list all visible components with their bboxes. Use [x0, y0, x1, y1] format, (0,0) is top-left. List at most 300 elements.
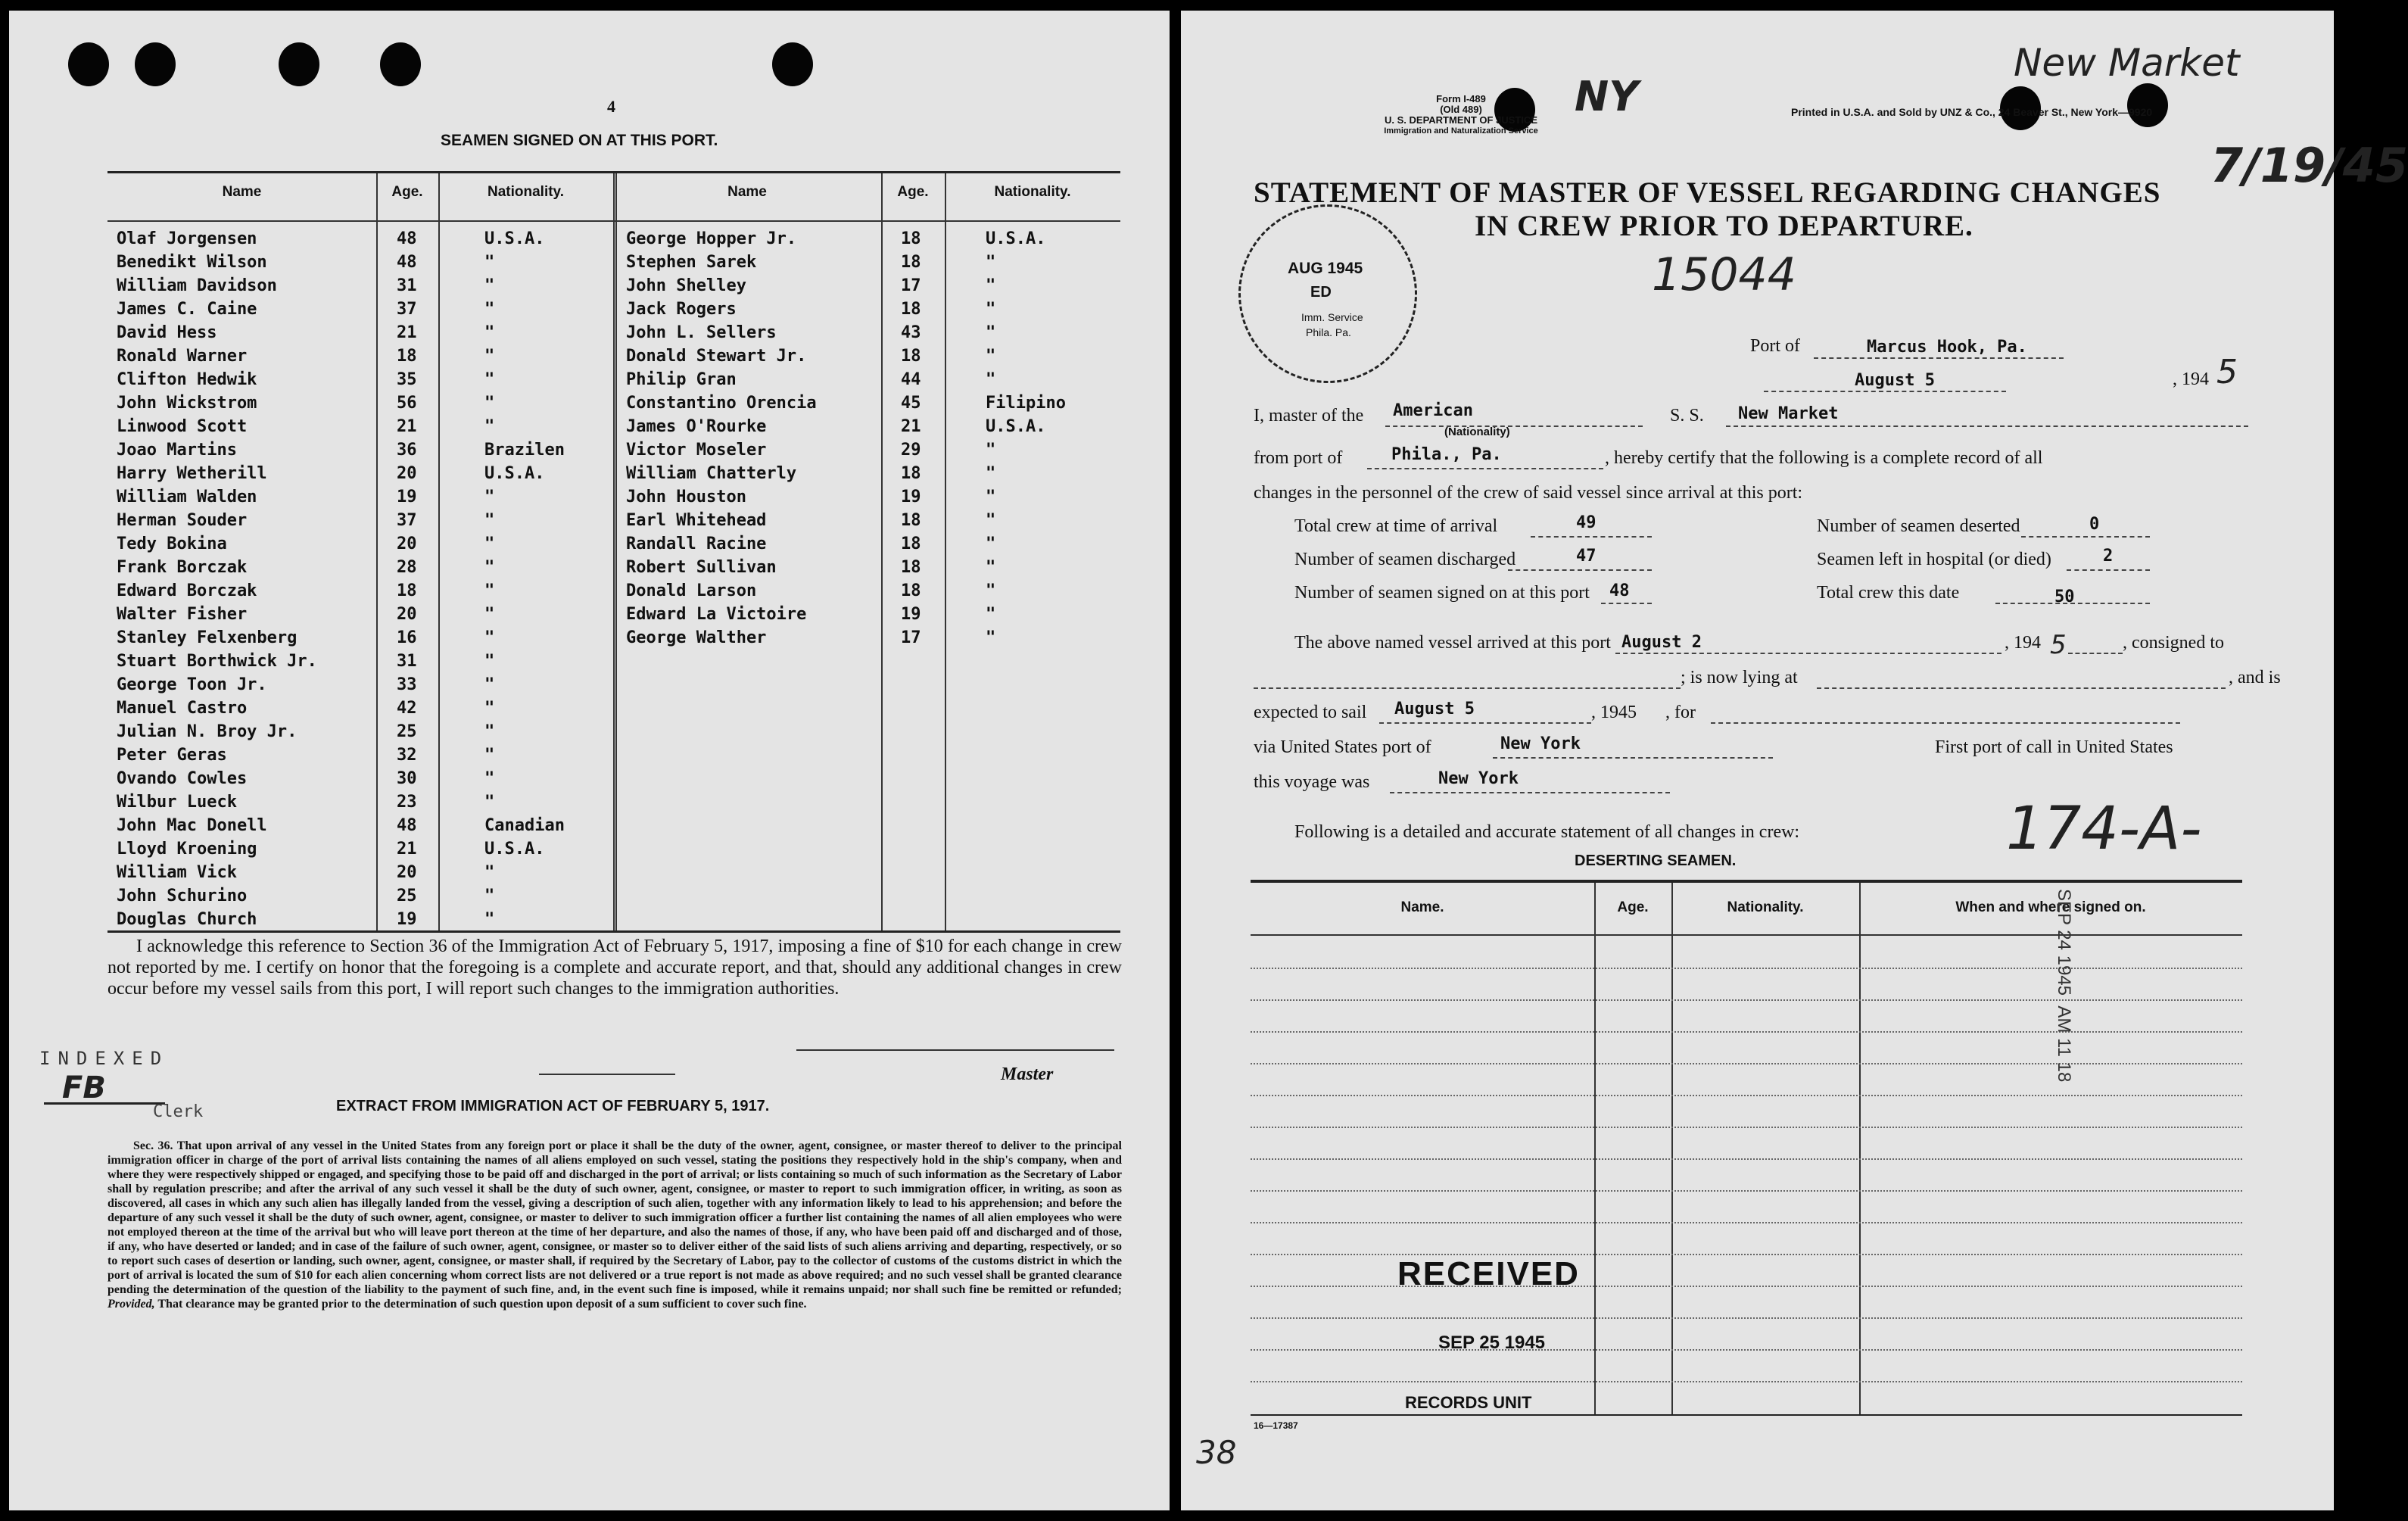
handwritten-vessel-name: New Market: [2014, 41, 2240, 85]
date-year-handwritten: 5: [2216, 353, 2238, 391]
crew-nationality: ": [484, 558, 495, 577]
crew-age: 29: [901, 441, 921, 460]
extract-body: That upon arrival of any vessel in the United States from any foreign port or place it shall be the duty of the owner, agent, consignee, or master thereof to deliver to the principal immigration officer in charge of the port of arrival lists containing the names of all aliens employed on such vessel, stating the positions they respectively hold in the ship's company, when and where they were respectively shipped or engaged, and specifying those to be paid off and discharged in the port of arrival; or lists containing so much of such information as the Secretary of Labor shall by regulation prescribe; and after the arrival of any such vessel it shall be the duty of such owner, agent, consignee, or master to report to such immigration officer, in writing, as soon as discovered, all cases in which any such alien has illegally landed from the vessel, giving a description of such alien, together with any information likely to lead to his apprehension; and before the departure of any such vessel it shall be the duty of such owner, agent, consignee, or master to deliver to such immigration officer a further list containing the names of all alien employees who were not employed thereon at the time of the arrival but who will leave port thereon at the time of her departure, and also the names of those, if any, who have been paid off and discharged and of those, if any, who have deserted or landed; and in case of the failure of such owner, agent, consignee, or master so to deliver either of the said lists of such aliens arriving and departing, respectively, or so to report such cases of desertion or landing, such owner, agent, consignee, or master shall, if required by the Secretary of Labor, pay to the collector of customs of the customs district in which the port of arrival is located the sum of $10 for each alien concerning whom correct lists are not delivered or a true report is not made as above required; and no such vessel shall be granted clearance pending the determination of the question of the liability to the payment of such fine, and, in the event such fine is imposed, while it remains unpaid; nor shall such fine be remitted or refunded;: [107, 1139, 1122, 1296]
crew-nationality: U.S.A.: [986, 417, 1046, 436]
table-header-rule: [1251, 934, 2242, 936]
crew-nationality: ": [986, 535, 996, 553]
crew-row: [107, 581, 1120, 605]
column-header-age: Age.: [391, 184, 423, 200]
crew-name: William Vick: [117, 863, 237, 882]
crew-name: James C. Caine: [117, 300, 257, 319]
voyage-label: this voyage was: [1254, 772, 1370, 792]
handwritten-ny: NY: [1575, 73, 1639, 120]
print-code: 16—17387: [1254, 1420, 1298, 1431]
crew-age: 18: [901, 229, 921, 248]
master-signature-line: [796, 1049, 1114, 1051]
nationality-caption: (Nationality): [1444, 425, 1510, 438]
table-row: [1251, 968, 2242, 969]
column-header-nationality: Nationality.: [488, 184, 564, 200]
left-page: [9, 11, 1170, 1510]
acknowledgement-body: I acknowledge this reference to Section 36 of the Immigration Act of February 5, 1917, imposing a fine of $10 for each change in crew not reported by me. I certify on honor that the foregoing is a complete and accurate report, and that, should any additional changes in crew occur before my vessel sails from this port, I will report such changes to the immigration authorities.: [107, 937, 1122, 999]
crew-nationality: Brazilen: [484, 441, 565, 460]
total-crew-arrival-line: [1531, 536, 1652, 538]
crew-row: [107, 347, 1120, 370]
handwritten-page-number: 38: [1196, 1434, 1237, 1471]
clerk-underline: [44, 1102, 165, 1105]
stamp-place: Phila. Pa.: [1306, 326, 1351, 338]
crew-nationality: ": [484, 675, 495, 694]
crew-name: Tedy Bokina: [117, 535, 227, 553]
crew-row: [107, 370, 1120, 394]
crew-row: [107, 323, 1120, 347]
crew-name: Manuel Castro: [117, 699, 248, 718]
crew-name: John Schurino: [117, 887, 248, 905]
crew-age: 21: [397, 840, 417, 859]
crew-row: [107, 441, 1120, 464]
crew-age: 28: [397, 558, 417, 577]
date-year: , 194: [2173, 369, 2209, 389]
arrived-year-handwritten: 5: [2050, 630, 2067, 660]
crew-name: Frank Borczak: [117, 558, 248, 577]
crew-row: [107, 605, 1120, 628]
date-fill-line: [1764, 391, 2006, 392]
crew-age: 19: [901, 605, 921, 624]
crew-age: 33: [397, 675, 417, 694]
column-header-name: Name: [727, 184, 767, 200]
service-name: Immigration and Naturalization Service: [1384, 126, 1538, 136]
crew-row: [107, 511, 1120, 535]
crew-name: Stuart Borthwick Jr.: [117, 652, 317, 671]
crew-age: 20: [397, 605, 417, 624]
crew-age: 18: [901, 464, 921, 483]
crew-nationality: ": [484, 793, 495, 812]
received-date: SEP 25 1945: [1438, 1332, 1546, 1353]
crew-name: John L. Sellers: [626, 323, 777, 342]
crew-name: John Houston: [626, 488, 746, 506]
table-row: [1251, 1381, 2242, 1382]
crew-age: 56: [397, 394, 417, 413]
crew-age: 18: [901, 347, 921, 366]
consignee-line: [1254, 687, 1681, 689]
handwritten-date: 7/19/45: [2210, 138, 2408, 193]
expected-label: expected to sail: [1254, 703, 1367, 722]
ss-label: S. S.: [1670, 406, 1704, 425]
crew-nationality: Filipino: [986, 394, 1066, 413]
table-row: [1251, 1158, 2242, 1160]
crew-row: [107, 746, 1120, 769]
crew-nationality: ": [986, 558, 996, 577]
arrived-year: , 194: [2005, 633, 2041, 653]
ss-fill-line: [1726, 425, 2248, 427]
hospital-value: 2: [2103, 547, 2114, 566]
crew-nationality: ": [986, 464, 996, 483]
crew-nationality: ": [484, 394, 495, 413]
crew-nationality: U.S.A.: [484, 840, 545, 859]
crew-nationality: ": [484, 276, 495, 295]
column-header-nationality: Nationality.: [1727, 899, 1804, 915]
crew-age: 20: [397, 535, 417, 553]
crew-name: William Davidson: [117, 276, 277, 295]
crew-name: Constantino Orencia: [626, 394, 817, 413]
crew-age: 31: [397, 652, 417, 671]
crew-age: 36: [397, 441, 417, 460]
extract-rule: [539, 1074, 675, 1075]
printer-line: Printed in U.S.A. and Sold by UNZ & Co., 24 Beaver St., New York—9920: [1791, 106, 2153, 118]
deserted-line: [2021, 536, 2150, 538]
port-label: Port of: [1750, 336, 1800, 356]
crew-name: David Hess: [117, 323, 217, 342]
crew-row: [107, 229, 1120, 253]
master-of-label: I, master of the: [1254, 406, 1364, 425]
total-crew-arrival-value: 49: [1576, 513, 1597, 532]
crew-nationality: ": [484, 746, 495, 765]
punch-hole: [380, 42, 421, 86]
master-label: Master: [1001, 1064, 1054, 1084]
crew-name: William Chatterly: [626, 464, 797, 483]
crew-nationality: ": [484, 628, 495, 647]
table-row: [1251, 1031, 2242, 1033]
for-label: , for: [1665, 703, 1696, 722]
expected-line: [1379, 722, 1591, 724]
handwritten-174a: 174-A-: [2006, 795, 2202, 863]
crew-row: [107, 699, 1120, 722]
crew-age: 18: [901, 300, 921, 319]
crew-name: Donald Larson: [626, 581, 757, 600]
punch-hole: [772, 42, 813, 86]
crew-age: 48: [397, 253, 417, 272]
crew-name: George Hopper Jr.: [626, 229, 797, 248]
crew-name: John Wickstrom: [117, 394, 257, 413]
crew-age: 48: [397, 229, 417, 248]
crew-row: [107, 816, 1120, 840]
crew-name: Philip Gran: [626, 370, 737, 389]
crew-nationality: ": [484, 910, 495, 929]
lying-line: [1817, 687, 2226, 689]
crew-name: Robert Sullivan: [626, 558, 777, 577]
crew-name: Ronald Warner: [117, 347, 248, 366]
lying-label: ; is now lying at: [1681, 668, 1798, 687]
crew-name: Victor Moseler: [626, 441, 767, 460]
voyage-value: New York: [1438, 769, 1519, 788]
column-divider: [1671, 883, 1673, 1414]
crew-nationality: ": [484, 347, 495, 366]
via-line: [1493, 757, 1773, 759]
nationality-fill-line: [1385, 425, 1643, 427]
stamp-date: AUG 1945: [1288, 260, 1363, 277]
expected-year: , 1945: [1591, 703, 1637, 722]
certify-text: , hereby certify that the following is a complete record of all: [1605, 448, 2043, 468]
crew-nationality: ": [484, 323, 495, 342]
arrival-stamp: [1238, 204, 1417, 383]
crew-row: [107, 253, 1120, 276]
crew-age: 35: [397, 370, 417, 389]
crew-age: 25: [397, 722, 417, 741]
crew-nationality: ": [484, 253, 495, 272]
date-value: August 5: [1855, 371, 1935, 390]
crew-name: Clifton Hedwik: [117, 370, 257, 389]
form-title-line1: STATEMENT OF MASTER OF VESSEL REGARDING CHANGES: [1254, 176, 2161, 209]
crew-name: Edward La Victoire: [626, 605, 807, 624]
crew-row: [107, 558, 1120, 581]
form-number: Form I-489: [1436, 93, 1486, 104]
crew-nationality: ": [986, 370, 996, 389]
crew-age: 44: [901, 370, 921, 389]
table-row: [1251, 999, 2242, 1001]
table-row: [1251, 1222, 2242, 1223]
port-fill-line: [1814, 357, 2064, 359]
punch-hole: [135, 42, 176, 86]
crew-age: 20: [397, 464, 417, 483]
crew-row: [107, 535, 1120, 558]
crew-age: 23: [397, 793, 417, 812]
crew-nationality: ": [484, 370, 495, 389]
table-row: [1251, 1190, 2242, 1192]
crew-name: Stephen Sarek: [626, 253, 757, 272]
punch-hole: [68, 42, 109, 86]
crew-name: Edward Borczak: [117, 581, 257, 600]
voyage-line: [1390, 792, 1670, 793]
crew-name: Stanley Felxenberg: [117, 628, 297, 647]
via-label: via United States port of: [1254, 737, 1431, 757]
crew-nationality: ": [986, 605, 996, 624]
crew-name: Jack Rogers: [626, 300, 737, 319]
vertical-stamp-date: SEP 24 1945: [2054, 889, 2074, 996]
crew-nationality: U.S.A.: [484, 464, 545, 483]
crew-age: 16: [397, 628, 417, 647]
discharged-line: [1508, 569, 1652, 571]
column-divider: [1859, 883, 1861, 1414]
crew-row: [107, 793, 1120, 816]
crew-nationality: ": [484, 722, 495, 741]
clerk-label: Clerk: [153, 1102, 204, 1121]
vertical-stamp-time: AM 11 18: [2054, 1005, 2074, 1083]
table-row: [1251, 1095, 2242, 1096]
ss-value: New Market: [1738, 404, 1839, 423]
crew-age: 21: [901, 417, 921, 436]
crew-nationality: ": [484, 300, 495, 319]
crew-nationality: ": [986, 581, 996, 600]
crew-age: 18: [901, 558, 921, 577]
crew-row: [107, 394, 1120, 417]
crew-age: 48: [397, 816, 417, 835]
crew-age: 19: [901, 488, 921, 506]
crew-age: 18: [901, 511, 921, 530]
crew-nationality: ": [484, 769, 495, 788]
column-header-age: Age.: [897, 184, 929, 200]
for-line: [1711, 722, 2180, 724]
crew-row: [107, 464, 1120, 488]
crew-name: Ovando Cowles: [117, 769, 248, 788]
total-crew-arrival-label: Total crew at time of arrival: [1294, 516, 1498, 536]
crew-row: [107, 417, 1120, 441]
crew-row: [107, 300, 1120, 323]
crew-age: 43: [901, 323, 921, 342]
crew-nationality: ": [484, 863, 495, 882]
from-port-label: from port of: [1254, 448, 1343, 468]
vertical-received-stamp: [2053, 889, 2074, 1082]
arrived-year-line: [2068, 653, 2123, 654]
crew-row: [107, 910, 1120, 933]
signed-on-label: Number of seamen signed on at this port: [1294, 583, 1590, 603]
records-unit-stamp: RECORDS UNIT: [1405, 1393, 1532, 1412]
expected-value: August 5: [1394, 700, 1475, 718]
received-stamp: RECEIVED: [1397, 1255, 1580, 1292]
arrived-line: [1615, 653, 2001, 654]
crew-name: George Toon Jr.: [117, 675, 267, 694]
crew-nationality: ": [484, 652, 495, 671]
crew-name: Earl Whitehead: [626, 511, 767, 530]
crew-row: [107, 276, 1120, 300]
from-port-fill-line: [1367, 468, 1603, 469]
extract-text: [107, 1139, 1122, 1311]
crew-age: 37: [397, 300, 417, 319]
changes-text: changes in the personnel of the crew of said vessel since arrival at this port:: [1254, 483, 1803, 503]
arrived-value: August 2: [1621, 633, 1702, 652]
crew-nationality: ": [484, 699, 495, 718]
crew-name: Joao Martins: [117, 441, 237, 460]
column-header-name: Name.: [1400, 899, 1444, 915]
deserting-seamen-table: [1251, 880, 2242, 1416]
from-port-value: Phila., Pa.: [1391, 445, 1502, 464]
crew-name: Lloyd Kroening: [117, 840, 257, 859]
crew-nationality: ": [484, 535, 495, 553]
crew-nationality: ": [986, 511, 996, 530]
crew-name: William Walden: [117, 488, 257, 506]
handwritten-file-number: 15044: [1652, 248, 1796, 301]
discharged-value: 47: [1576, 547, 1597, 566]
column-header-age: Age.: [1617, 899, 1649, 915]
crew-row: [107, 863, 1120, 887]
punch-hole: [279, 42, 319, 86]
right-page: [1181, 11, 2408, 1510]
page-number: 4: [607, 97, 615, 116]
crew-age: 21: [397, 323, 417, 342]
crew-nationality: U.S.A.: [484, 229, 545, 248]
deserting-title: DESERTING SEAMEN.: [1575, 852, 1737, 869]
acknowledgement-text: [107, 936, 1122, 999]
punch-hole: [2127, 83, 2168, 127]
crew-row: [107, 488, 1120, 511]
crew-age: 32: [397, 746, 417, 765]
table-row: [1251, 1127, 2242, 1128]
crew-age: 30: [397, 769, 417, 788]
crew-name: Walter Fisher: [117, 605, 248, 624]
crew-name: James O'Rourke: [626, 417, 767, 436]
crew-nationality: ": [986, 441, 996, 460]
crew-age: 45: [901, 394, 921, 413]
crew-age: 31: [397, 276, 417, 295]
crew-nationality: ": [986, 347, 996, 366]
crew-name: Douglas Church: [117, 910, 257, 929]
crew-name: Donald Stewart Jr.: [626, 347, 807, 366]
following-label: Following is a detailed and accurate statement of all changes in crew:: [1294, 822, 1800, 842]
port-value: Marcus Hook, Pa.: [1867, 338, 2027, 357]
and-is-label: , and is: [2229, 668, 2281, 687]
crew-row: [107, 722, 1120, 746]
table-row: [1251, 1349, 2242, 1351]
table-row: [1251, 1317, 2242, 1319]
hospital-line: [2067, 569, 2150, 571]
crew-age: 18: [397, 581, 417, 600]
crew-age: 19: [397, 910, 417, 929]
extract-section: Sec. 36.: [133, 1139, 173, 1152]
hospital-label: Seamen left in hospital (or died): [1817, 550, 2051, 569]
total-crew-date-label: Total crew this date: [1817, 583, 1960, 603]
department-name: U. S. DEPARTMENT OF JUSTICE: [1385, 114, 1537, 126]
crew-nationality: ": [986, 253, 996, 272]
crew-name: Wilbur Lueck: [117, 793, 237, 812]
crew-name: Harry Wetherill: [117, 464, 267, 483]
date-year-prefix: 194: [2182, 369, 2209, 389]
crew-nationality: Canadian: [484, 816, 565, 835]
clerk-initials: FB: [62, 1071, 106, 1105]
crew-age: 20: [397, 863, 417, 882]
crew-age: 18: [901, 253, 921, 272]
crew-name: Herman Souder: [117, 511, 248, 530]
arrived-label: The above named vessel arrived at this port: [1294, 633, 1611, 653]
crew-row: [107, 887, 1120, 910]
crew-nationality: ": [986, 323, 996, 342]
crew-nationality: ": [986, 488, 996, 506]
crew-name: Olaf Jorgensen: [117, 229, 257, 248]
crew-age: 37: [397, 511, 417, 530]
crew-age: 19: [397, 488, 417, 506]
arrived-year-prefix: 194: [2014, 633, 2041, 653]
crew-row: [107, 628, 1120, 652]
form-title-line2: IN CREW PRIOR TO DEPARTURE.: [1475, 210, 1973, 242]
signed-on-value: 48: [1609, 581, 1630, 600]
crew-nationality: ": [484, 581, 495, 600]
stamp-service: Imm. Service: [1301, 311, 1363, 323]
extract-tail: That clearance may be granted prior to the determination of such question upon deposit of a sum sufficient to cover such fine.: [157, 1298, 807, 1311]
column-header-nationality: Nationality.: [994, 184, 1071, 200]
crew-age: 17: [901, 628, 921, 647]
deserted-label: Number of seamen deserted: [1817, 516, 2020, 536]
signed-on-line: [1601, 603, 1652, 604]
column-divider: [1594, 883, 1596, 1414]
crew-nationality: ": [986, 300, 996, 319]
crew-row: [107, 675, 1120, 699]
crew-row: [107, 652, 1120, 675]
crew-age: 21: [397, 417, 417, 436]
crew-row: [107, 840, 1120, 863]
crew-nationality: ": [986, 276, 996, 295]
crew-age: 25: [397, 887, 417, 905]
crew-age: 18: [901, 581, 921, 600]
table-row: [1251, 1063, 2242, 1064]
crew-row: [107, 769, 1120, 793]
crew-name: Peter Geras: [117, 746, 227, 765]
crew-age: 42: [397, 699, 417, 718]
first-port-label: First port of call in United States: [1935, 737, 2173, 757]
crew-signed-on-table: [107, 171, 1120, 933]
deserted-value: 0: [2089, 515, 2100, 534]
crew-age: 18: [397, 347, 417, 366]
crew-name: Benedikt Wilson: [117, 253, 267, 272]
nationality-value: American: [1393, 401, 1473, 420]
column-header-when-where: When and where signed on.: [1955, 899, 2146, 915]
crew-age: 18: [901, 535, 921, 553]
crew-nationality: ": [484, 511, 495, 530]
crew-name: Randall Racine: [626, 535, 767, 553]
extract-title: EXTRACT FROM IMMIGRATION ACT OF FEBRUARY 5, 1917.: [336, 1098, 770, 1114]
crew-nationality: ": [484, 605, 495, 624]
form-header: [1374, 94, 1548, 136]
stamp-letters: ED: [1310, 284, 1332, 301]
form-old-number: (Old 489): [1440, 104, 1482, 115]
column-header-name: Name: [222, 184, 262, 200]
crew-nationality: ": [484, 887, 495, 905]
